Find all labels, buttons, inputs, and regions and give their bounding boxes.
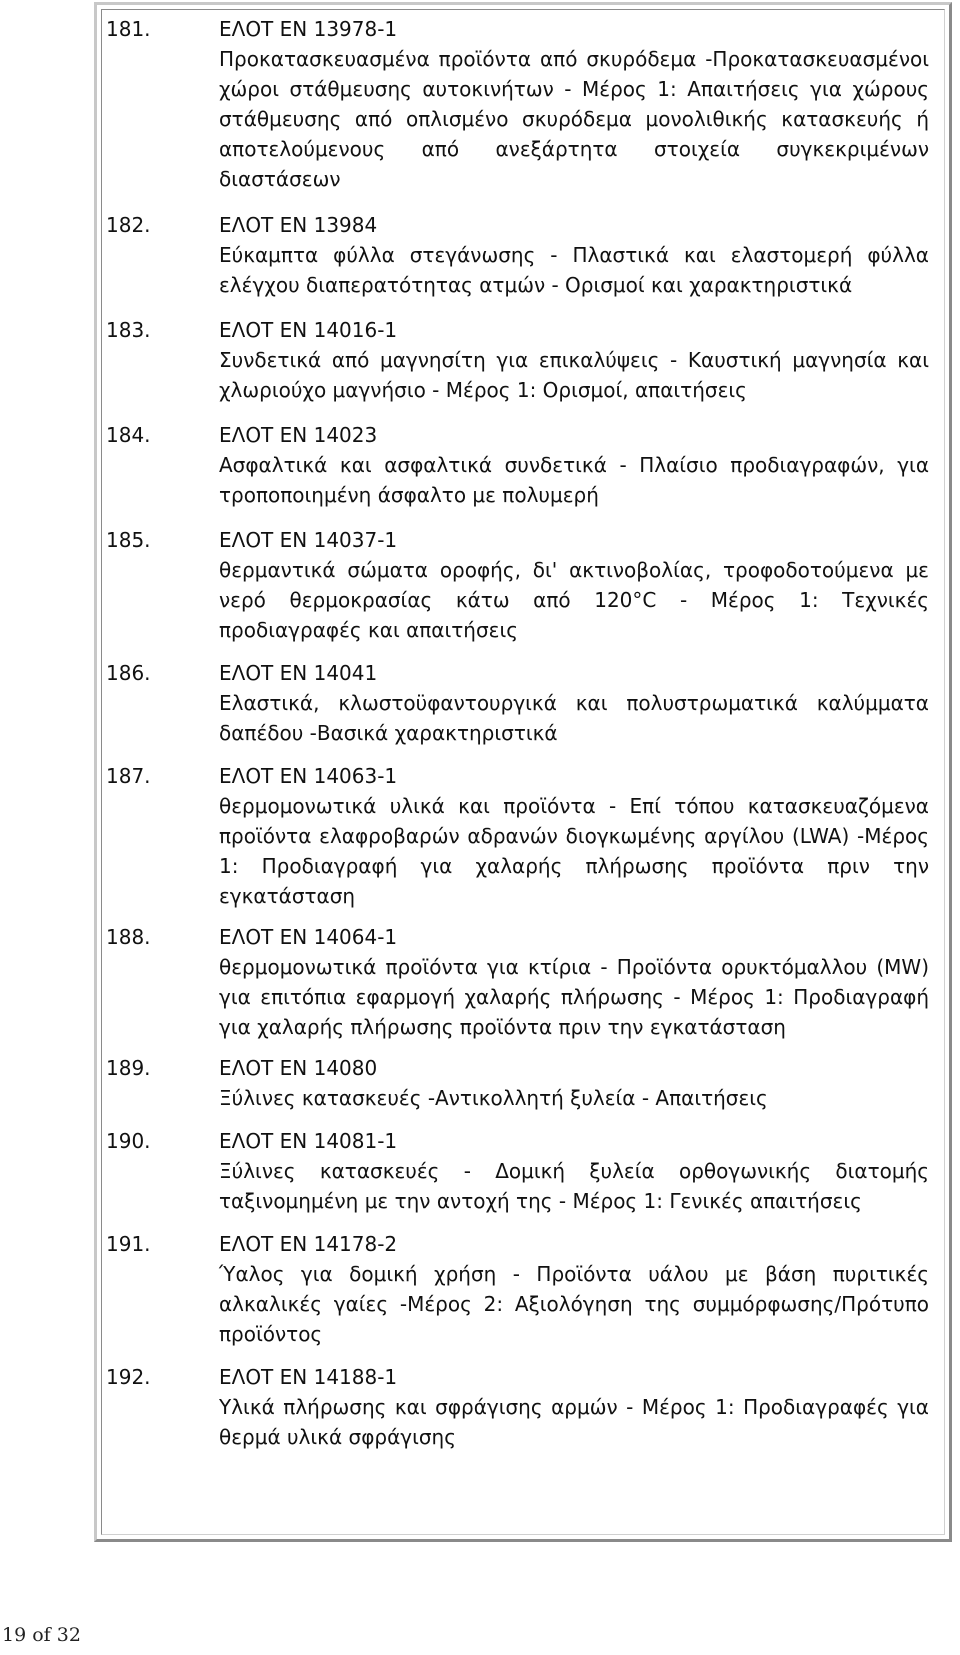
standards-list [102,14,944,1452]
item-number: 191. [106,1232,151,1256]
item-body [219,420,929,510]
item-body [219,315,929,405]
standard-code: ΕΛΟΤ ΕΝ 14023 [219,423,378,447]
standard-title: Εύκαμπτα φύλλα στεγάνωσης - Πλαστικά και ελαστομερή φύλλα ελέγχου διαπερατότητας ατμών - Ορισμοί και χαρακτηριστικά [219,243,929,297]
standard-code: ΕΛΟΤ ΕΝ 14016-1 [219,318,398,342]
standards-table-inner [101,9,945,1535]
item-number: 185. [106,528,151,552]
list-item [102,1053,944,1113]
item-number: 189. [106,1056,151,1080]
list-item [102,658,944,748]
item-body [219,922,929,1042]
item-body [219,761,929,911]
standard-code: ΕΛΟΤ ΕΝ 14081-1 [219,1129,398,1153]
standard-code: ΕΛΟΤ ΕΝ 14063-1 [219,764,398,788]
item-body [219,1229,929,1349]
item-number: 188. [106,925,151,949]
list-item [102,922,944,1042]
list-item [102,210,944,300]
standard-code: ΕΛΟΤ ΕΝ 14188-1 [219,1365,398,1389]
page-number: 19 of 32 [2,1624,81,1646]
item-body [219,1362,929,1452]
item-number: 183. [106,318,151,342]
standard-title: Συνδετικά από μαγνησίτη για επικαλύψεις - Καυστική μαγνησία και χλωριούχο μαγνήσιο - Μέρος 1: Ορισμοί, απαιτήσεις [219,348,929,402]
item-body [219,1053,929,1113]
standard-title: θερμαντικά σώματα οροφής, δι' ακτινοβολίας, τροφοδοτούμενα με νερό θερμοκρασίας κάτω από 120°C - Μέρος 1: Τεχνικές προδιαγραφές και απαιτήσεις [219,558,929,642]
item-body [219,210,929,300]
standard-title: Ύαλος για δομική χρήση - Προϊόντα υάλου με βάση πυριτικές αλκαλικές γαίες -Μέρος 2: Αξιολόγηση της συμμόρφωσης/Πρότυπο προϊόντος [219,1262,929,1346]
standard-code: ΕΛΟΤ ΕΝ 14064-1 [219,925,398,949]
item-body [219,658,929,748]
item-number: 184. [106,423,151,447]
item-number: 190. [106,1129,151,1153]
standard-code: ΕΛΟΤ ΕΝ 14080 [219,1056,378,1080]
standard-title: Ελαστικά, κλωστοϋφαντουργικά και πολυστρωματικά καλύμματα δαπέδου -Βασικά χαρακτηριστικά [219,691,929,745]
item-body [219,525,929,645]
list-item [102,1362,944,1452]
standard-title: Ασφαλτικά και ασφαλτικά συνδετικά - Πλαίσιο προδιαγραφών, για τροποποιημένη άσφαλτο με πολυμερή [219,453,929,507]
standard-title: Υλικά πλήρωσης και σφράγισης αρμών - Μέρος 1: Προδιαγραφές για θερμά υλικά σφράγισης [219,1395,929,1449]
list-item [102,525,944,645]
standard-code: ΕΛΟΤ ΕΝ 14178-2 [219,1232,398,1256]
standard-title: Ξύλινες κατασκευές -Αντικολλητή ξυλεία - Απαιτήσεις [219,1086,768,1110]
item-number: 182. [106,213,151,237]
item-number: 181. [106,17,151,41]
standards-table [94,2,952,1542]
standard-title: θερμομονωτικά προϊόντα για κτίρια - Προϊόντα ορυκτόμαλλου (MW) για επιτόπια εφαρμογή χαλαρής πλήρωσης - Μέρος 1: Προδιαγραφή για χαλαρής πλήρωσης προϊόντα πριν την εγκατάσταση [219,955,929,1039]
item-body [219,1126,929,1216]
standard-title: Προκατασκευασμένα προϊόντα από σκυρόδεμα -Προκατασκευασμένοι χώροι στάθμευσης αυτοκινήτων - Μέρος 1: Απαιτήσεις για χώρους στάθμευσης από οπλισμένο σκυρόδεμα μονολιθικής κατασκευής ή αποτελούμενους από ανεξάρτητα στοιχεία συγκεκριμένων διαστάσεων [219,47,929,191]
standard-title: θερμομονωτικά υλικά και προϊόντα - Επί τόπου κατασκευαζόμενα προϊόντα ελαφροβαρών αδρανών διογκωμένης αργίλου (LWA) -Μέρος 1: Προδιαγραφή για χαλαρής πλήρωσης προϊόντα πριν την εγκατάσταση [219,794,929,908]
standard-code: ΕΛΟΤ ΕΝ 13984 [219,213,378,237]
list-item [102,761,944,911]
item-number: 187. [106,764,151,788]
list-item [102,315,944,405]
item-number: 192. [106,1365,151,1389]
standard-code: ΕΛΟΤ ΕΝ 13978-1 [219,17,398,41]
item-number: 186. [106,661,151,685]
standard-title: Ξύλινες κατασκευές - Δομική ξυλεία ορθογωνικής διατομής ταξινομημένη με την αντοχή της - Μέρος 1: Γενικές απαιτήσεις [219,1159,929,1213]
list-item [102,1126,944,1216]
list-item [102,1229,944,1349]
list-item [102,420,944,510]
standard-code: ΕΛΟΤ ΕΝ 14037-1 [219,528,398,552]
standard-code: ΕΛΟΤ ΕΝ 14041 [219,661,378,685]
item-body [219,14,929,194]
list-item [102,14,944,194]
